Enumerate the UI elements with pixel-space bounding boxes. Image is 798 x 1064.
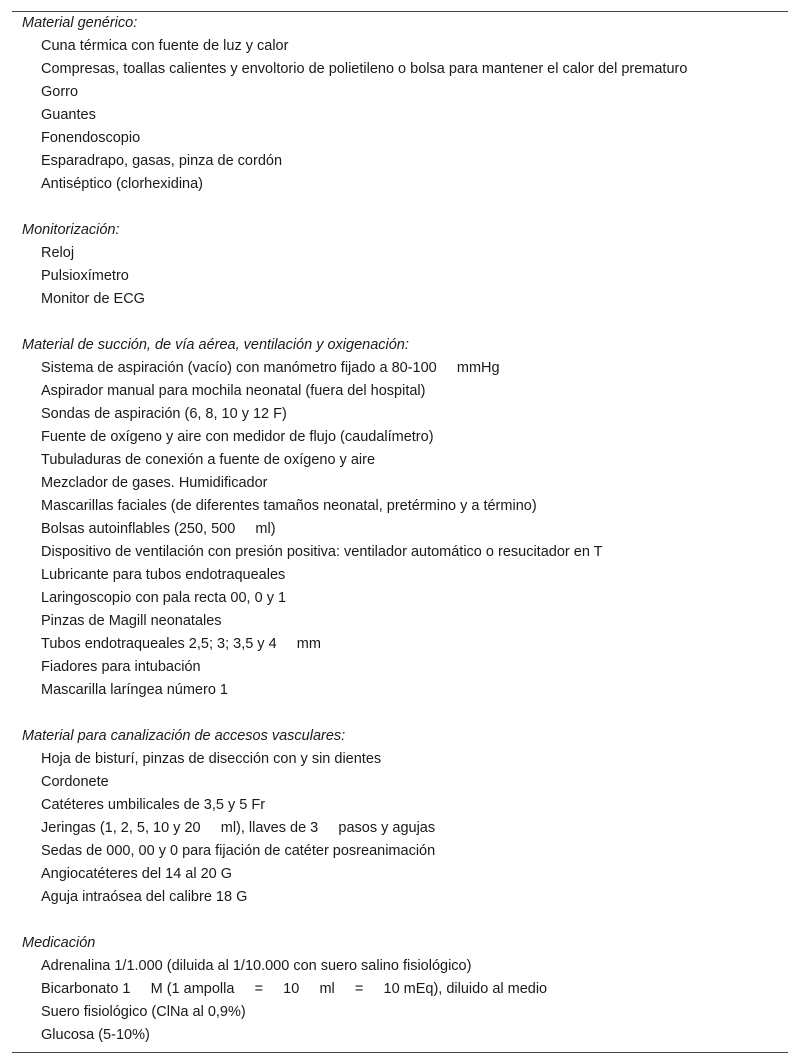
section-spacer — [22, 909, 788, 932]
list-item: Cordonete — [41, 774, 109, 790]
section-heading: Material genérico: — [22, 15, 138, 31]
list-item: Monitor de ECG — [41, 291, 145, 307]
list-item: Fuente de oxígeno y aire con medidor de flujo (caudalímetro) — [41, 429, 434, 445]
list-item: Mascarillas faciales (de diferentes tamaños neonatal, pretérmino y a término) — [41, 498, 537, 514]
list-item: Gorro — [41, 84, 79, 100]
section-spacer — [22, 702, 788, 725]
list-item: Glucosa (5-10%) — [41, 1027, 150, 1043]
section-spacer — [22, 311, 788, 334]
section-heading: Monitorización: — [22, 222, 120, 238]
list-item: Hoja de bisturí, pinzas de disección con y sin dientes — [41, 751, 382, 767]
list-item: Tubos endotraqueales 2,5; 3; 3,5 y 4 mm — [41, 636, 321, 652]
section-heading: Medicación — [22, 935, 96, 951]
list-item: Tubuladuras de conexión a fuente de oxígeno y aire — [41, 452, 376, 468]
list-item: Jeringas (1, 2, 5, 10 y 20 ml), llaves de 3 pasos y agujas — [41, 820, 436, 836]
list-item: Pulsioxímetro — [41, 268, 129, 284]
list-item: Mascarilla laríngea número 1 — [41, 682, 228, 698]
list-item: Adrenalina 1/1.000 (diluida al 1/10.000 con suero salino fisiológico) — [41, 958, 472, 974]
list-item: Catéteres umbilicales de 3,5 y 5 Fr — [41, 797, 266, 813]
list-item: Sedas de 000, 00 y 0 para fijación de catéter posreanimación — [41, 843, 436, 859]
table-bottom-rule — [12, 1052, 788, 1053]
section-heading: Material para canalización de accesos vasculares: — [22, 728, 346, 744]
list-item: Pinzas de Magill neonatales — [41, 613, 222, 629]
list-item: Compresas, toallas calientes y envoltorio de polietileno o bolsa para mantener el calor del prematuro — [41, 61, 688, 77]
list-item: Lubricante para tubos endotraqueales — [41, 567, 286, 583]
list-item: Fiadores para intubación — [41, 659, 201, 675]
list-item: Cuna térmica con fuente de luz y calor — [41, 38, 289, 54]
list-item: Dispositivo de ventilación con presión positiva: ventilador automático o resucitador en T — [41, 544, 603, 560]
list-item: Aguja intraósea del calibre 18 G — [41, 889, 248, 905]
list-item: Sistema de aspiración (vacío) con manómetro fijado a 80-100 mmHg — [41, 360, 500, 376]
list-item: Bolsas autoinflables (250, 500 ml) — [41, 521, 276, 537]
section-heading: Material de succión, de vía aérea, ventilación y oxigenación: — [22, 337, 409, 353]
list-item: Reloj — [41, 245, 75, 261]
list-item: Suero fisiológico (ClNa al 0,9%) — [41, 1004, 246, 1020]
list-item: Angiocatéteres del 14 al 20 G — [41, 866, 233, 882]
list-item: Aspirador manual para mochila neonatal (fuera del hospital) — [41, 383, 426, 399]
section-spacer — [22, 196, 788, 219]
list-item: Sondas de aspiración (6, 8, 10 y 12 F) — [41, 406, 287, 422]
list-item: Fonendoscopio — [41, 130, 141, 146]
list-item: Esparadrapo, gasas, pinza de cordón — [41, 153, 283, 169]
equipment-list — [22, 12, 788, 1047]
list-item: Bicarbonato 1 M (1 ampolla = 10 ml = 10 mEq), diluido al medio — [41, 981, 548, 997]
list-item: Laringoscopio con pala recta 00, 0 y 1 — [41, 590, 287, 606]
list-item: Mezclador de gases. Humidificador — [41, 475, 268, 491]
list-item: Antiséptico (clorhexidina) — [41, 176, 203, 192]
list-item: Guantes — [41, 107, 96, 123]
